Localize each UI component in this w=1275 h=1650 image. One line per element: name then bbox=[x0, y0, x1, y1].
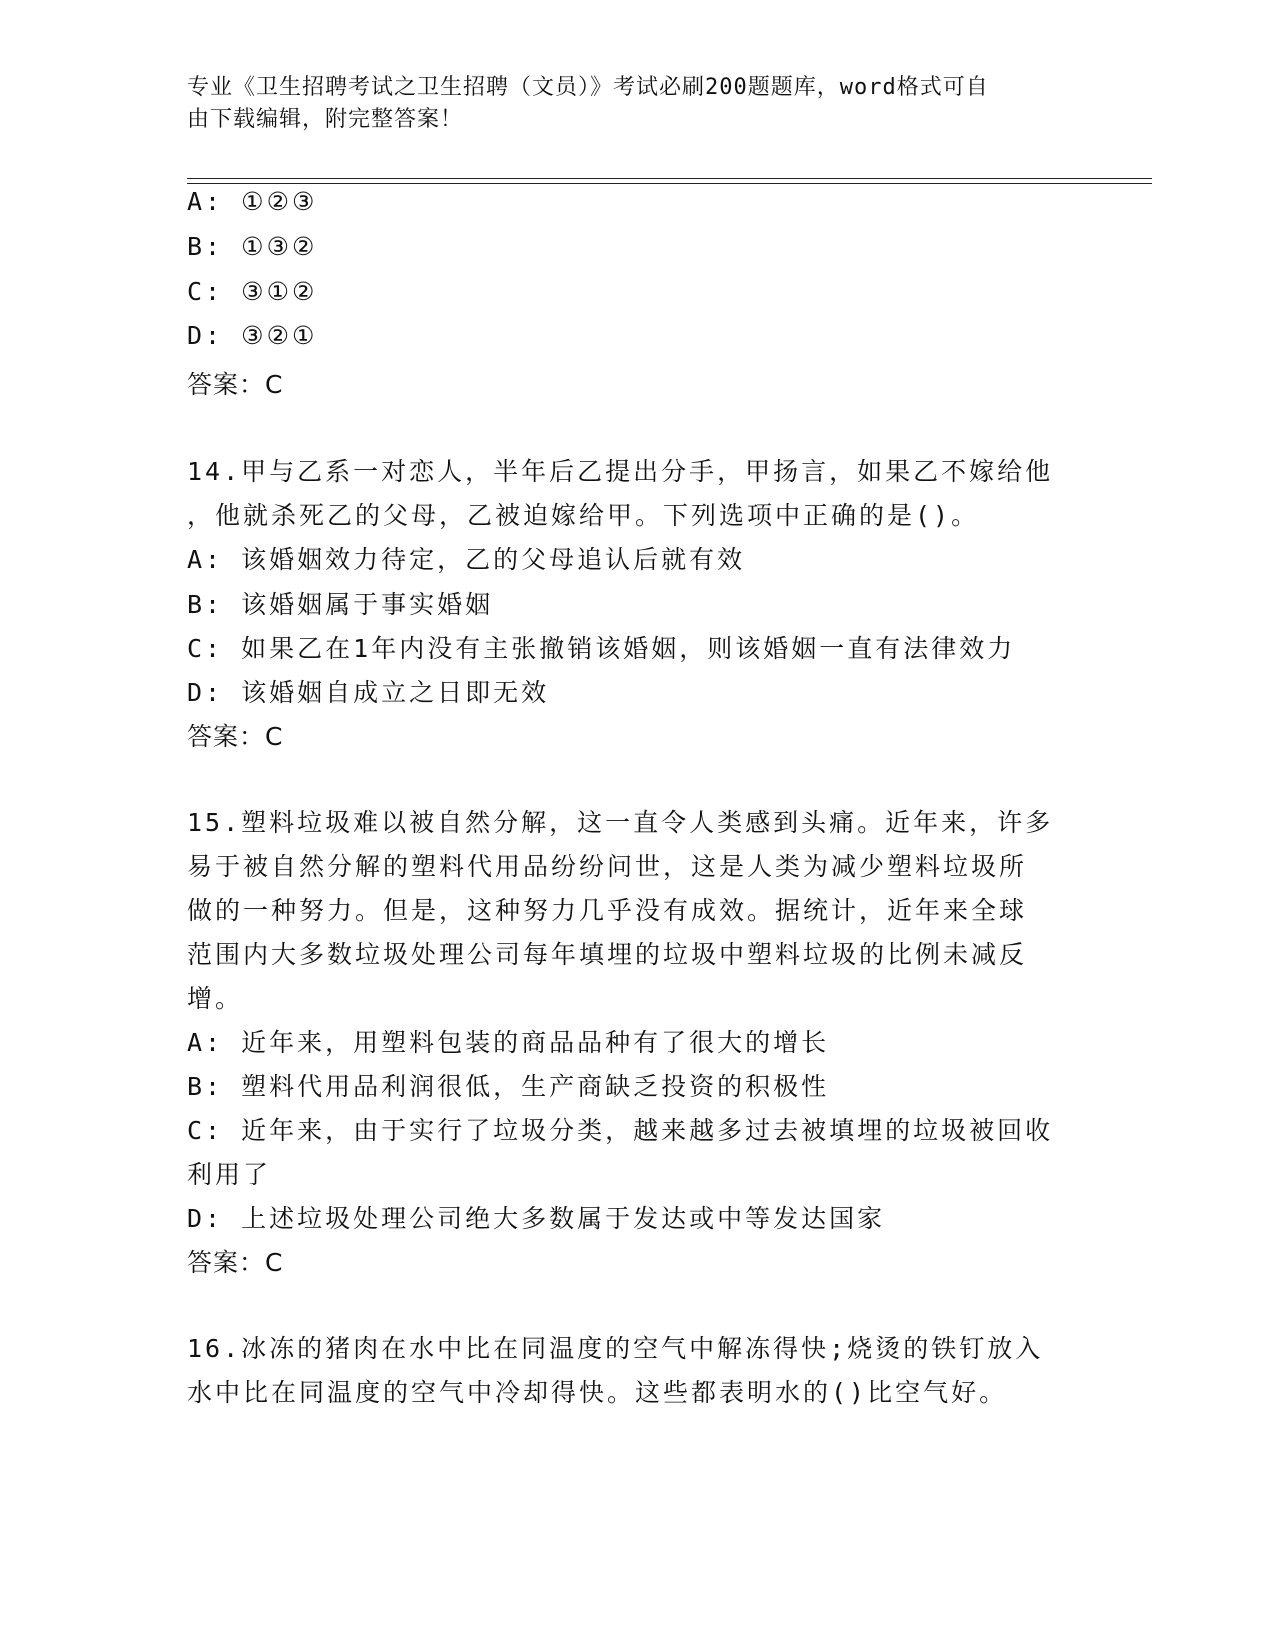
header-title-line-1: 专业《卫生招聘考试之卫生招聘（文员）》考试必刷200题题库，word格式可自 bbox=[187, 75, 989, 100]
header-divider-top bbox=[187, 178, 1152, 179]
document-header bbox=[187, 72, 1067, 136]
q15-stem-line-4: 范围内大多数垃圾处理公司每年填埋的垃圾中塑料垃圾的比例未减反 bbox=[187, 940, 1028, 969]
q15-answer: 答案：C bbox=[187, 1248, 284, 1277]
q14-stem-line-1: 14.甲与乙系一对恋人，半年后乙提出分手，甲扬言，如果乙不嫁给他 bbox=[187, 457, 1054, 486]
q14-option-b: B: 该婚姻属于事实婚姻 bbox=[187, 590, 494, 619]
q16-stem-line-2: 水中比在同温度的空气中冷却得快。这些都表明水的()比空气好。 bbox=[187, 1378, 1008, 1407]
q14-option-a: A: 该婚姻效力待定，乙的父母追认后就有效 bbox=[187, 545, 746, 574]
q15-stem-line-1: 15.塑料垃圾难以被自然分解，这一直令人类感到头痛。近年来，许多 bbox=[187, 808, 1054, 837]
q15-option-c-line-1: C: 近年来，由于实行了垃圾分类，越来越多过去被填埋的垃圾被回收 bbox=[187, 1116, 1054, 1145]
q14-option-c: C: 如果乙在1年内没有主张撤销该婚姻，则该婚姻一直有法律效力 bbox=[187, 634, 1016, 663]
q13-option-c: C: ③①② bbox=[187, 277, 318, 306]
q15-stem-line-2: 易于被自然分解的塑料代用品纷纷问世，这是人类为减少塑料垃圾所 bbox=[187, 852, 1028, 881]
q13-option-d: D: ③②① bbox=[187, 321, 318, 350]
q14-option-d: D: 该婚姻自成立之日即无效 bbox=[187, 678, 550, 707]
q15-option-b: B: 塑料代用品利润很低，生产商缺乏投资的积极性 bbox=[187, 1072, 830, 1101]
q16-stem-line-1: 16.冰冻的猪肉在水中比在同温度的空气中解冻得快;烧烫的铁钉放入 bbox=[187, 1334, 1044, 1363]
q13-answer: 答案：C bbox=[187, 370, 284, 399]
q14-answer: 答案：C bbox=[187, 722, 284, 751]
q14-stem-line-2: ，他就杀死乙的父母，乙被迫嫁给甲。下列选项中正确的是()。 bbox=[187, 501, 980, 530]
q13-option-b: B: ①③② bbox=[187, 232, 318, 261]
q15-option-c-line-2: 利用了 bbox=[187, 1160, 272, 1189]
header-title-line-2: 由下载编辑，附完整答案！ bbox=[187, 107, 464, 132]
q15-stem-line-5: 增。 bbox=[187, 984, 244, 1013]
q15-option-a: A: 近年来，用塑料包装的商品品种有了很大的增长 bbox=[187, 1028, 830, 1057]
q13-option-a: A: ①②③ bbox=[187, 187, 318, 216]
q15-option-d: D: 上述垃圾处理公司绝大多数属于发达或中等发达国家 bbox=[187, 1204, 886, 1233]
header-divider-bottom bbox=[187, 183, 1152, 184]
q15-stem-line-3: 做的一种努力。但是，这种努力几乎没有成效。据统计，近年来全球 bbox=[187, 896, 1028, 925]
